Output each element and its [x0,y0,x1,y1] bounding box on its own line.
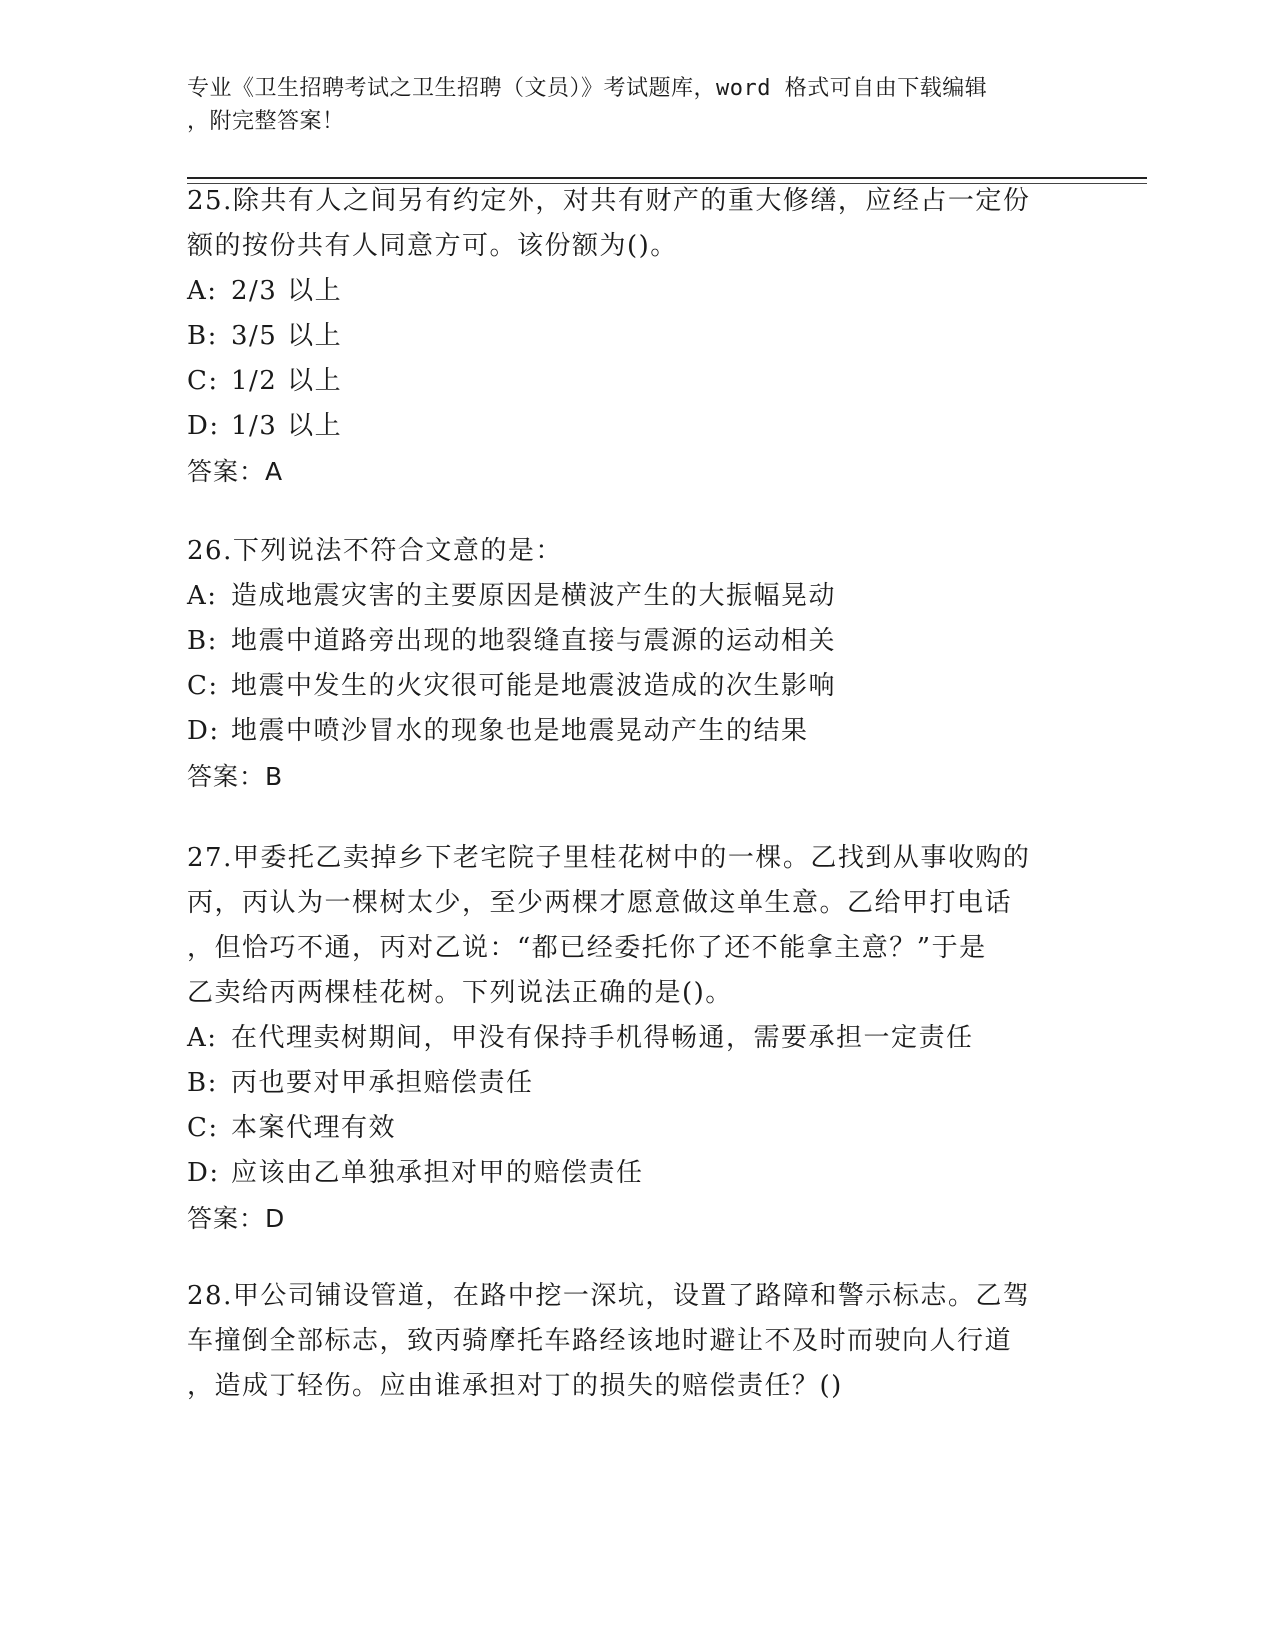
question-text-line: 车撞倒全部标志，致丙骑摩托车路经该地时避让不及时而驶向人行道 [187,1326,1013,1356]
option-d [187,1151,1087,1196]
page-header [187,72,1067,138]
option-text: 应该由乙单独承担对甲的赔偿责任 [231,1158,644,1188]
option-text: 在代理卖树期间，甲没有保持手机得畅通，需要承担一定责任 [231,1023,974,1053]
option-b [187,314,1087,359]
option-letter: B: [187,321,218,351]
option-text: 本案代理有效 [231,1113,397,1143]
question-26 [187,529,1087,800]
option-letter: C: [187,1113,219,1143]
question-text-line: 25.除共有人之间另有约定外，对共有财产的重大修缮，应经占一定份 [187,186,1031,216]
option-text: 造成地震灾害的主要原因是横波产生的大振幅晃动 [231,581,837,611]
option-letter: B: [187,626,218,656]
option-text: 地震中发生的火灾很可能是地震波造成的次生影响 [231,671,837,701]
option-text: 1/3 以上 [231,411,343,441]
option-text: 地震中喷沙冒水的现象也是地震晃动产生的结果 [231,716,809,746]
header-line-1: 专业《卫生招聘考试之卫生招聘（文员）》考试题库，word 格式可自由下载编辑 [187,76,988,101]
option-a [187,269,1087,314]
question-25 [187,179,1087,495]
answer-label: 答案：A [187,457,284,486]
question-text-line: 额的按份共有人同意方可。该份额为()。 [187,231,678,261]
option-text: 1/2 以上 [231,366,343,396]
option-letter: A: [187,581,218,611]
option-b [187,619,1087,664]
question-text-line: 27.甲委托乙卖掉乡下老宅院子里桂花树中的一棵。乙找到从事收购的 [187,843,1031,873]
option-text: 3/5 以上 [231,321,343,351]
option-a [187,1016,1087,1061]
option-letter: D: [187,716,220,746]
question-28 [187,1274,1087,1409]
option-text: 丙也要对甲承担赔偿责任 [231,1068,534,1098]
question-text-line: 26.下列说法不符合文意的是： [187,536,563,566]
question-text-line: 28.甲公司铺设管道，在路中挖一深坑，设置了路障和警示标志。乙驾 [187,1281,1031,1311]
question-text-line: 丙，丙认为一棵树太少，至少两棵才愿意做这单生意。乙给甲打电话 [187,888,1013,918]
option-c [187,359,1087,404]
option-letter: D: [187,411,220,441]
option-text: 地震中道路旁出现的地裂缝直接与震源的运动相关 [231,626,837,656]
option-letter: C: [187,366,219,396]
question-27 [187,836,1087,1242]
option-letter: A: [187,276,218,306]
option-text: 2/3 以上 [231,276,343,306]
option-a [187,574,1087,619]
option-letter: B: [187,1068,218,1098]
option-c [187,1106,1087,1151]
question-text-line: ，但恰巧不通，丙对乙说：“都已经委托你了还不能拿主意？”于是 [187,933,987,963]
option-c [187,664,1087,709]
option-d [187,709,1087,754]
header-line-2: ，附完整答案！ [187,109,345,134]
answer-label: 答案：B [187,762,284,791]
option-letter: C: [187,671,219,701]
question-text-line: 乙卖给丙两棵桂花树。下列说法正确的是()。 [187,978,733,1008]
option-letter: D: [187,1158,220,1188]
option-letter: A: [187,1023,218,1053]
answer-label: 答案：D [187,1204,286,1233]
option-d [187,404,1087,449]
option-b [187,1061,1087,1106]
question-text-line: ，造成丁轻伤。应由谁承担对丁的损失的赔偿责任？() [187,1371,843,1401]
